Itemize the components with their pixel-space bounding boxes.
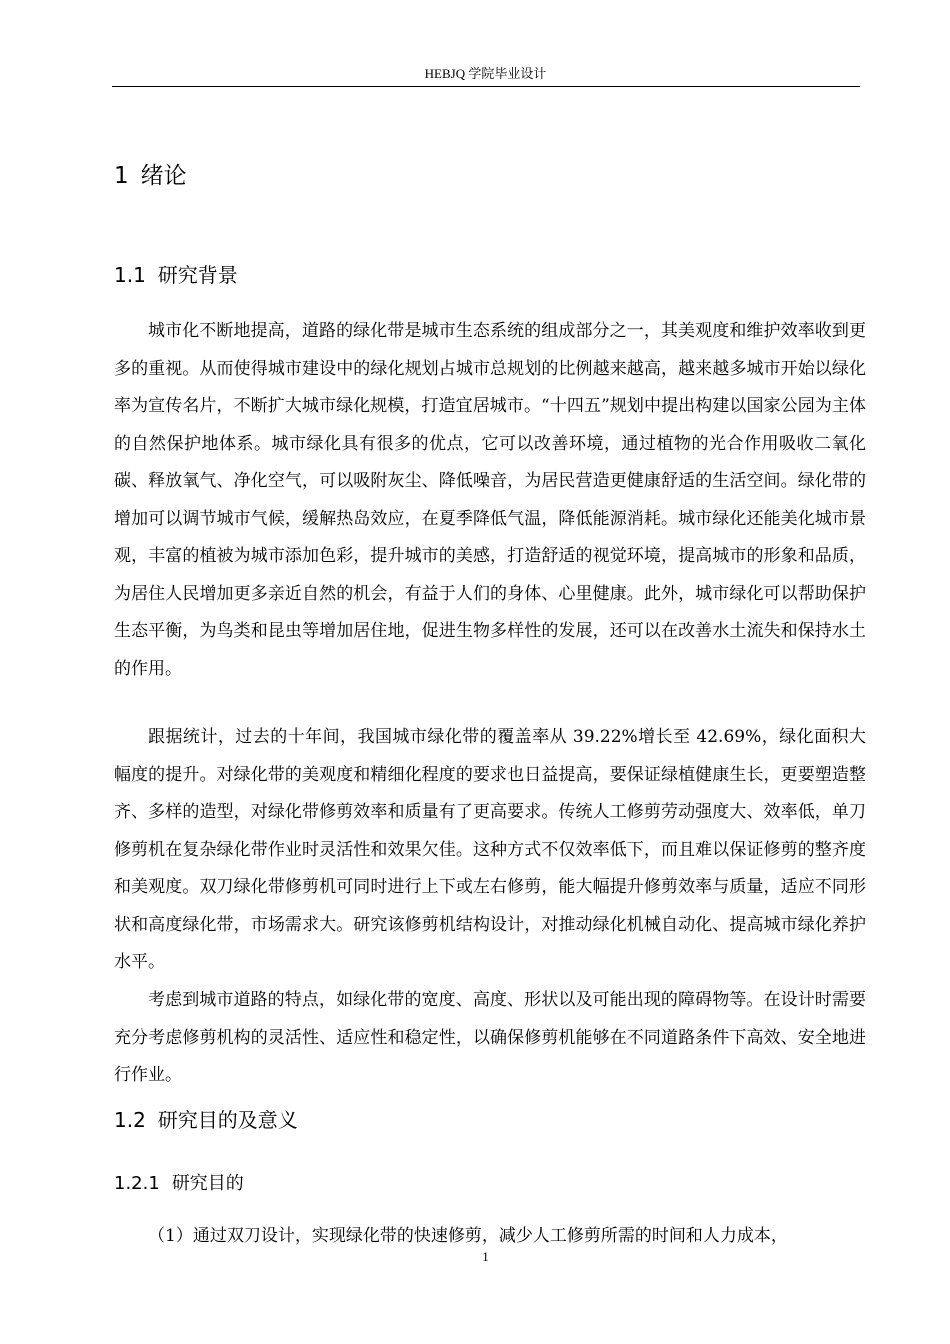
page-number: 1 [482,1249,489,1264]
section-heading-1-1 [114,260,238,290]
subsection-title-1-2-1: 研究目的 [171,1173,244,1194]
chapter-title: 绪论 [140,163,187,189]
section-heading-1-2 [114,1105,298,1135]
page-header-title: HEBJQ 学院毕业设计 [424,66,547,81]
subsection-heading-1-2-1 [114,1170,244,1198]
background-paragraph-3: 考虑到城市道路的特点，如绿化带的宽度、高度、形状以及可能出现的障碍物等。在设计时需要充分考虑修剪机构的灵活性、适应性和稳定性，以确保修剪机能够在不同道路条件下高效、安全地进行作业。 [114,990,866,1085]
section-title-1-2: 研究目的及意义 [157,1108,298,1132]
subsection-number-1-2-1: 1.2.1 [114,1173,160,1194]
chapter-number: 1 [114,163,129,189]
background-paragraph-2: 跟据统计，过去的十年间，我国城市绿化带的覆盖率从 39.22%增长至 42.69%，绿化面积大幅度的提升。对绿化带的美观度和精细化程度的要求也日益提高，要保证绿植健康生长，更要塑造整齐、多样的造型，对绿化带修剪效率和质量有了更高要求。传统人工修剪劳动强度大、效率低，单刀修剪机在复杂绿化带作业时灵活性和效果欠佳。这种方式不仅效率低下，而且难以保证修剪的整齐度和美观度。双刀绿化带修剪机可同时进行上下或左右修剪，能大幅提升修剪效率与质量，适应不同形状和高度绿化带，市场需求大。研究该修剪机结构设计，对推动绿化机械自动化、提高城市绿化养护水平。 [114,727,866,972]
section-number-1-2: 1.2 [114,1108,146,1132]
purpose-paragraph-1: （1）通过双刀设计，实现绿化带的快速修剪，减少人工修剪所需的时间和人力成本， [148,1226,788,1246]
section-title-1-1: 研究背景 [157,263,238,287]
chapter-heading [114,160,187,192]
section-number-1-1: 1.1 [114,263,146,287]
header-divider [112,86,860,87]
background-paragraph-1: 城市化不断地提高，道路的绿化带是城市生态系统的组成部分之一，其美观度和维护效率收到更多的重视。从而使得城市建设中的绿化规划占城市总规划的比例越来越高，越来越多城市开始以绿化率为宣传名片，不断扩大城市绿化规模，打造宜居城市。“十四五”规划中提出构建以国家公园为主体的自然保护地体系。城市绿化具有很多的优点，它可以改善环境，通过植物的光合作用吸收二氧化碳、释放氧气、净化空气，可以吸附灰尘、降低噪音，为居民营造更健康舒适的生活空间。绿化带的增加可以调节城市气候，缓解热岛效应，在夏季降低气温，降低能源消耗。城市绿化还能美化城市景观，丰富的植被为城市添加色彩，提升城市的美感，打造舒适的视觉环境，提高城市的形象和品质，为居住人民增加更多亲近自然的机会，有益于人们的身体、心里健康。此外，城市绿化可以帮助保护生态平衡，为鸟类和昆虫等增加居住地，促进生物多样性的发展，还可以在改善水土流失和保持水土的作用。 [114,321,866,679]
